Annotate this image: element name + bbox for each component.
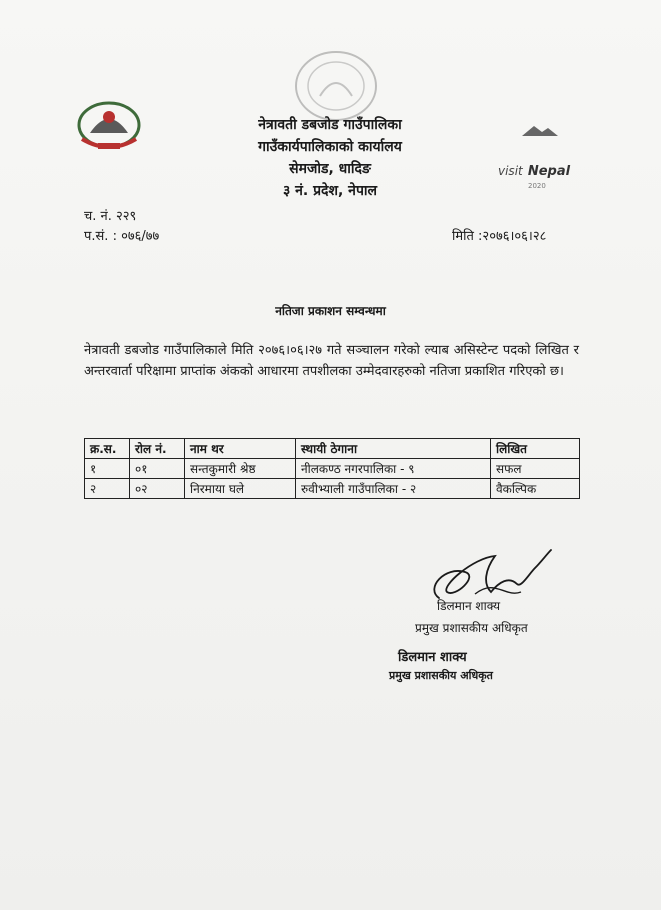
stamp-name: डिलमान शाक्य bbox=[398, 650, 467, 665]
office-header bbox=[200, 114, 460, 202]
table-row bbox=[85, 479, 580, 499]
header-written: लिखित bbox=[491, 439, 580, 459]
cell-written: सफल bbox=[491, 459, 580, 479]
province-country: ३ नं. प्रदेश, नेपाल bbox=[282, 183, 378, 199]
cell-sn: १ bbox=[85, 459, 130, 479]
results-table bbox=[84, 438, 580, 499]
letter-subject: नतिजा प्रकाशन सम्वन्धमा bbox=[275, 304, 386, 318]
cell-name: निरमाया घले bbox=[185, 479, 296, 499]
nepal-emblem-icon bbox=[70, 95, 148, 157]
cell-roll: ०१ bbox=[130, 459, 185, 479]
office-name: गाउँकार्यपालिकाको कार्यालय bbox=[258, 139, 402, 155]
header-roll: रोल नं. bbox=[130, 439, 185, 459]
cell-address: रुवीभ्याली गाउँपालिका - २ bbox=[296, 479, 491, 499]
header-address: स्थायी ठेगाना bbox=[296, 439, 491, 459]
fiscal-year: प.सं. : ०७६/७७ bbox=[84, 229, 160, 244]
cell-roll: ०२ bbox=[130, 479, 185, 499]
stamp-title: प्रमुख प्रशासकीय अधिकृत bbox=[389, 669, 493, 682]
municipality-name: नेत्रावती डबजोड गाउँपालिका bbox=[258, 117, 402, 133]
visit-nepal-mountain-icon bbox=[520, 122, 560, 138]
cell-address: नीलकण्ठ नगरपालिका - ९ bbox=[296, 459, 491, 479]
dispatch-number: च. नं. २२९ bbox=[84, 209, 137, 224]
table-row bbox=[85, 459, 580, 479]
signatory-title: प्रमुख प्रशासकीय अधिकृत bbox=[415, 621, 528, 635]
visit-year: 2020 bbox=[528, 182, 546, 190]
cell-sn: २ bbox=[85, 479, 130, 499]
header-name: नाम थर bbox=[185, 439, 296, 459]
visit-word: visit bbox=[498, 164, 523, 178]
nepal-word: Nepal bbox=[527, 164, 571, 179]
table-header-row bbox=[85, 439, 580, 459]
signatory-name: डिलमान शाक्य bbox=[437, 599, 501, 613]
header-sn: क्र.स. bbox=[85, 439, 130, 459]
office-location: सेमजोड, धादिङ bbox=[289, 161, 371, 177]
cell-name: सन्तकुमारी श्रेष्ठ bbox=[185, 459, 296, 479]
cell-written: वैकल्पिक bbox=[491, 479, 580, 499]
letter-body: नेत्रावती डबजोड गाउँपालिकाले मिति २०७६।०६।२७ गते सञ्चालन गरेको ल्याब असिस्टेन्ट पदको लिखित र अन्तरवार्ता परिक्षामा प्राप्तांक अंकको आधारमा तपशीलका उम्मेदवारहरुको नतिजा प्रकाशित गरिएको छ। bbox=[84, 343, 579, 379]
visit-nepal-logo bbox=[498, 160, 598, 196]
letter-date: मिति :२०७६।०६।२८ bbox=[452, 229, 547, 244]
